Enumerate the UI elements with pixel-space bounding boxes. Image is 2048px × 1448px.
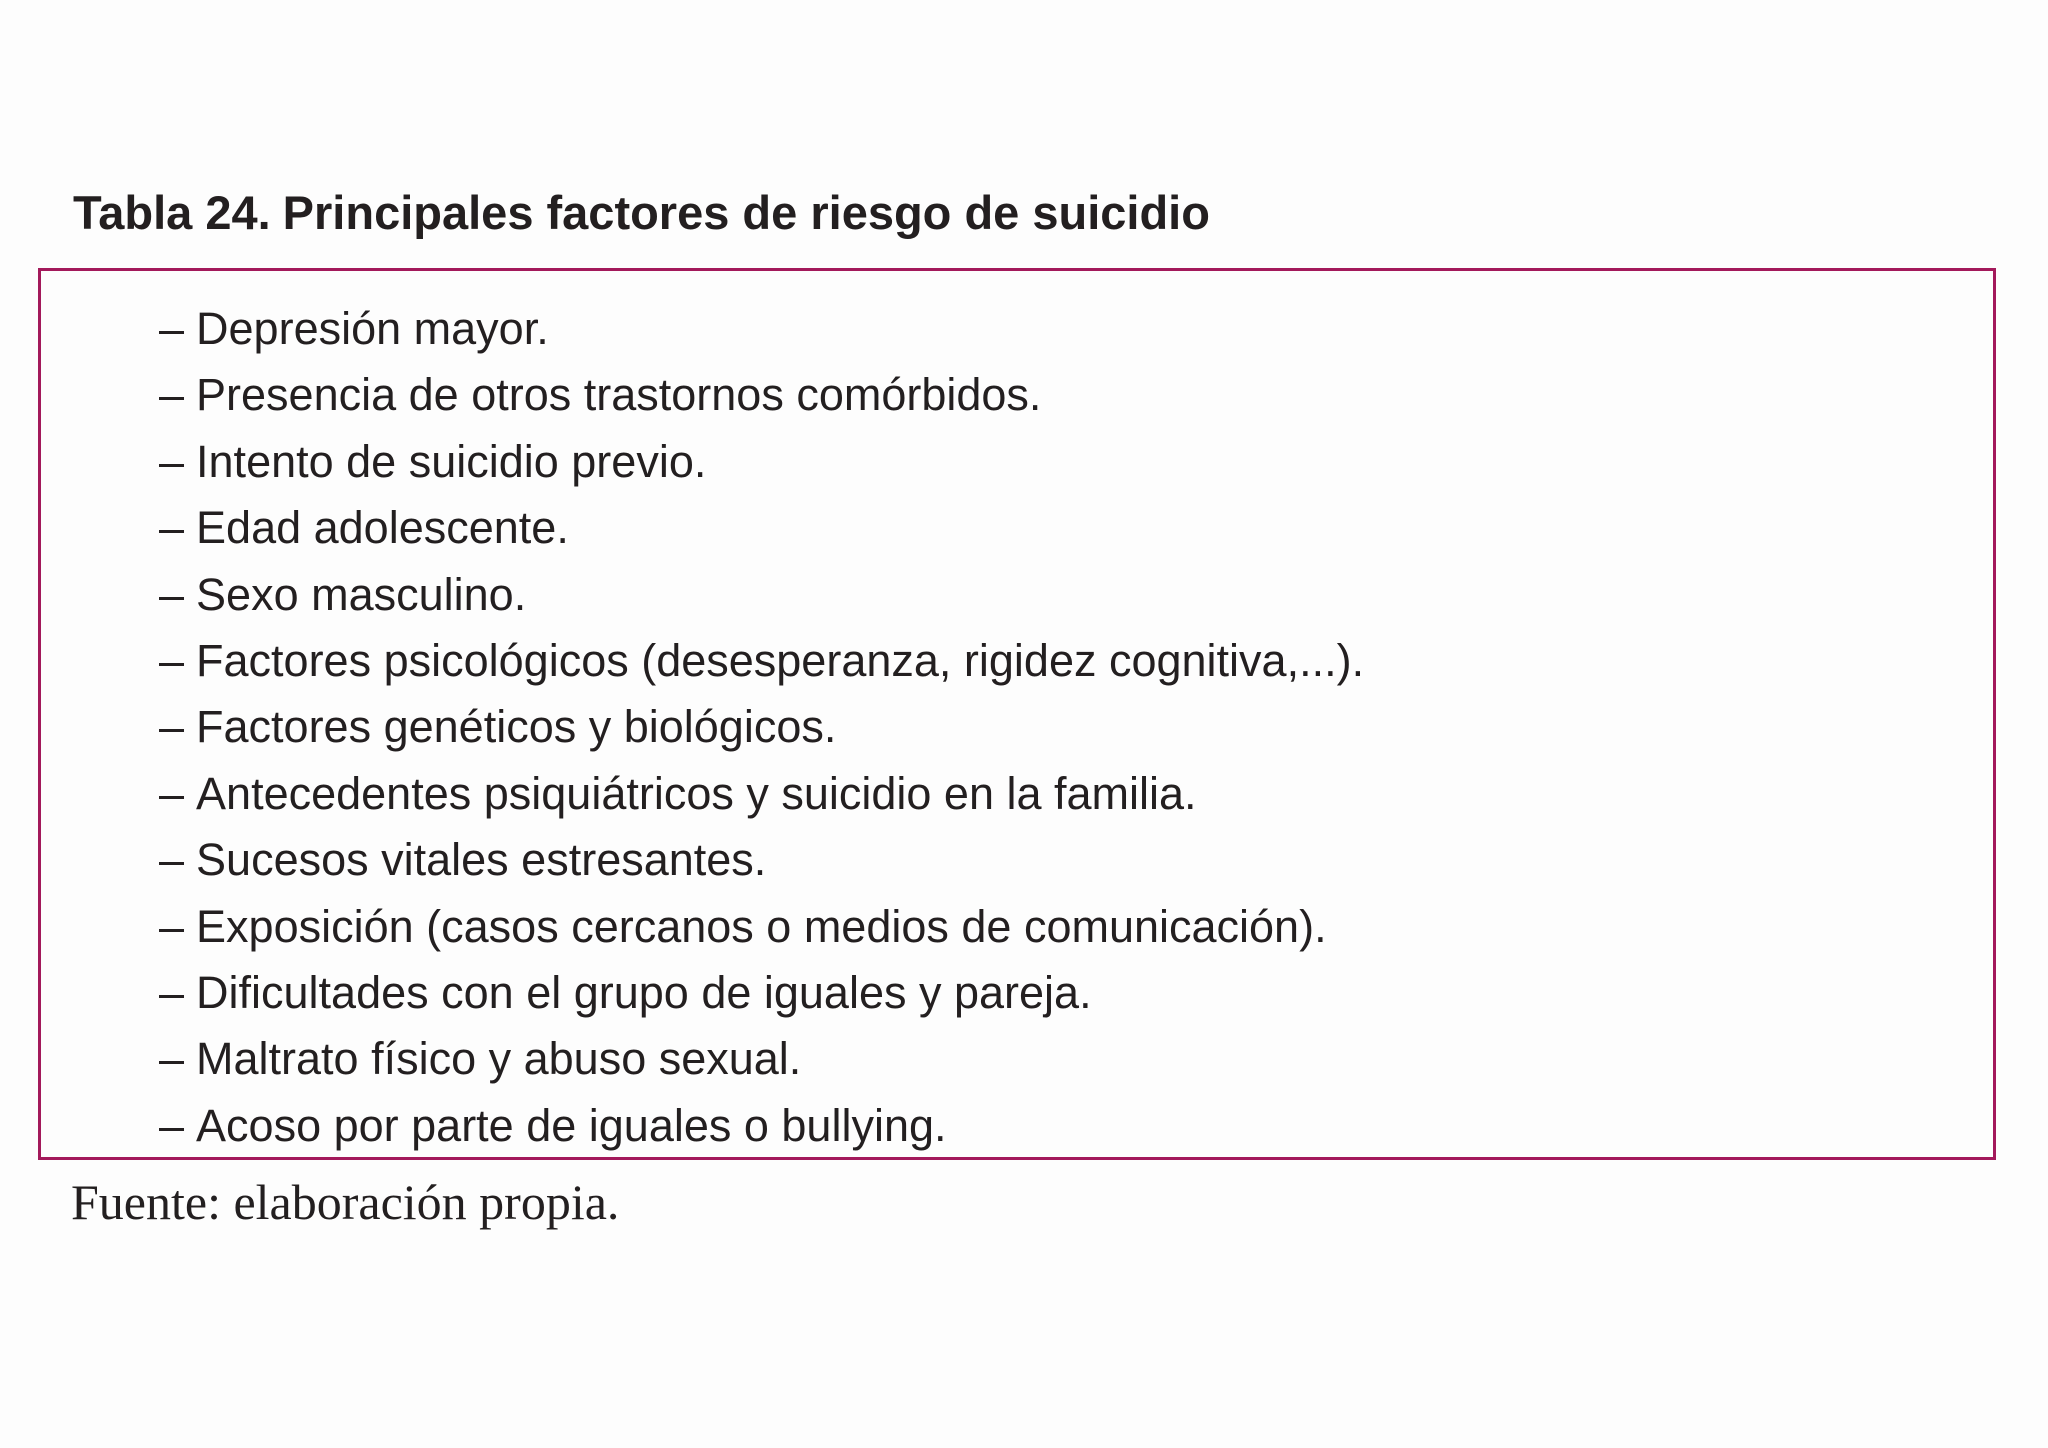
list-item-text: Sucesos vitales estresantes.: [196, 834, 767, 886]
dash-bullet: –: [159, 502, 185, 554]
table-box: [38, 268, 1996, 1160]
risk-factor-list: [159, 296, 1364, 1159]
list-item: [159, 761, 1364, 827]
list-item: [159, 296, 1364, 362]
table-title-text: Principales factores de riesgo de suicidio: [282, 186, 1210, 239]
list-item: [159, 495, 1364, 561]
list-item: [159, 628, 1364, 694]
source-note: Fuente: elaboración propia.: [71, 1174, 620, 1230]
dash-bullet: –: [159, 966, 185, 1018]
list-item: [159, 827, 1364, 893]
table-title: [73, 185, 1210, 241]
dash-bullet: –: [159, 303, 185, 354]
list-item-text: Acoso por parte de iguales o bullying.: [196, 1099, 947, 1151]
list-item-text: Depresión mayor.: [196, 303, 549, 354]
list-item: [159, 894, 1364, 960]
dash-bullet: –: [159, 767, 185, 819]
list-item: [159, 362, 1364, 428]
list-item-text: Antecedentes psiquiátricos y suicidio en la familia.: [196, 767, 1197, 819]
dash-bullet: –: [159, 435, 185, 487]
dash-bullet: –: [159, 701, 185, 753]
list-item-text: Factores genéticos y biológicos.: [196, 701, 837, 753]
list-item-text: Dificultades con el grupo de iguales y pareja.: [196, 966, 1092, 1018]
list-item: [159, 562, 1364, 628]
list-item: [159, 694, 1364, 760]
list-item-text: Intento de suicidio previo.: [196, 435, 707, 487]
list-item-text: Edad adolescente.: [196, 502, 569, 554]
list-item-text: Maltrato físico y abuso sexual.: [196, 1033, 802, 1085]
dash-bullet: –: [159, 568, 185, 620]
list-item-text: Factores psicológicos (desesperanza, rigidez cognitiva,...).: [196, 634, 1365, 686]
list-item-text: Sexo masculino.: [196, 568, 527, 620]
list-item-text: Exposición (casos cercanos o medios de comunicación).: [196, 900, 1327, 952]
dash-bullet: –: [159, 900, 185, 952]
list-item: [159, 429, 1364, 495]
dash-bullet: –: [159, 1099, 185, 1151]
table-number: Tabla 24.: [73, 186, 271, 239]
dash-bullet: –: [159, 634, 185, 686]
dash-bullet: –: [159, 1033, 185, 1085]
list-item-text: Presencia de otros trastornos comórbidos.: [196, 369, 1042, 421]
list-item: [159, 960, 1364, 1026]
list-item: [159, 1026, 1364, 1092]
dash-bullet: –: [159, 834, 185, 886]
list-item: [159, 1093, 1364, 1159]
dash-bullet: –: [159, 369, 185, 421]
